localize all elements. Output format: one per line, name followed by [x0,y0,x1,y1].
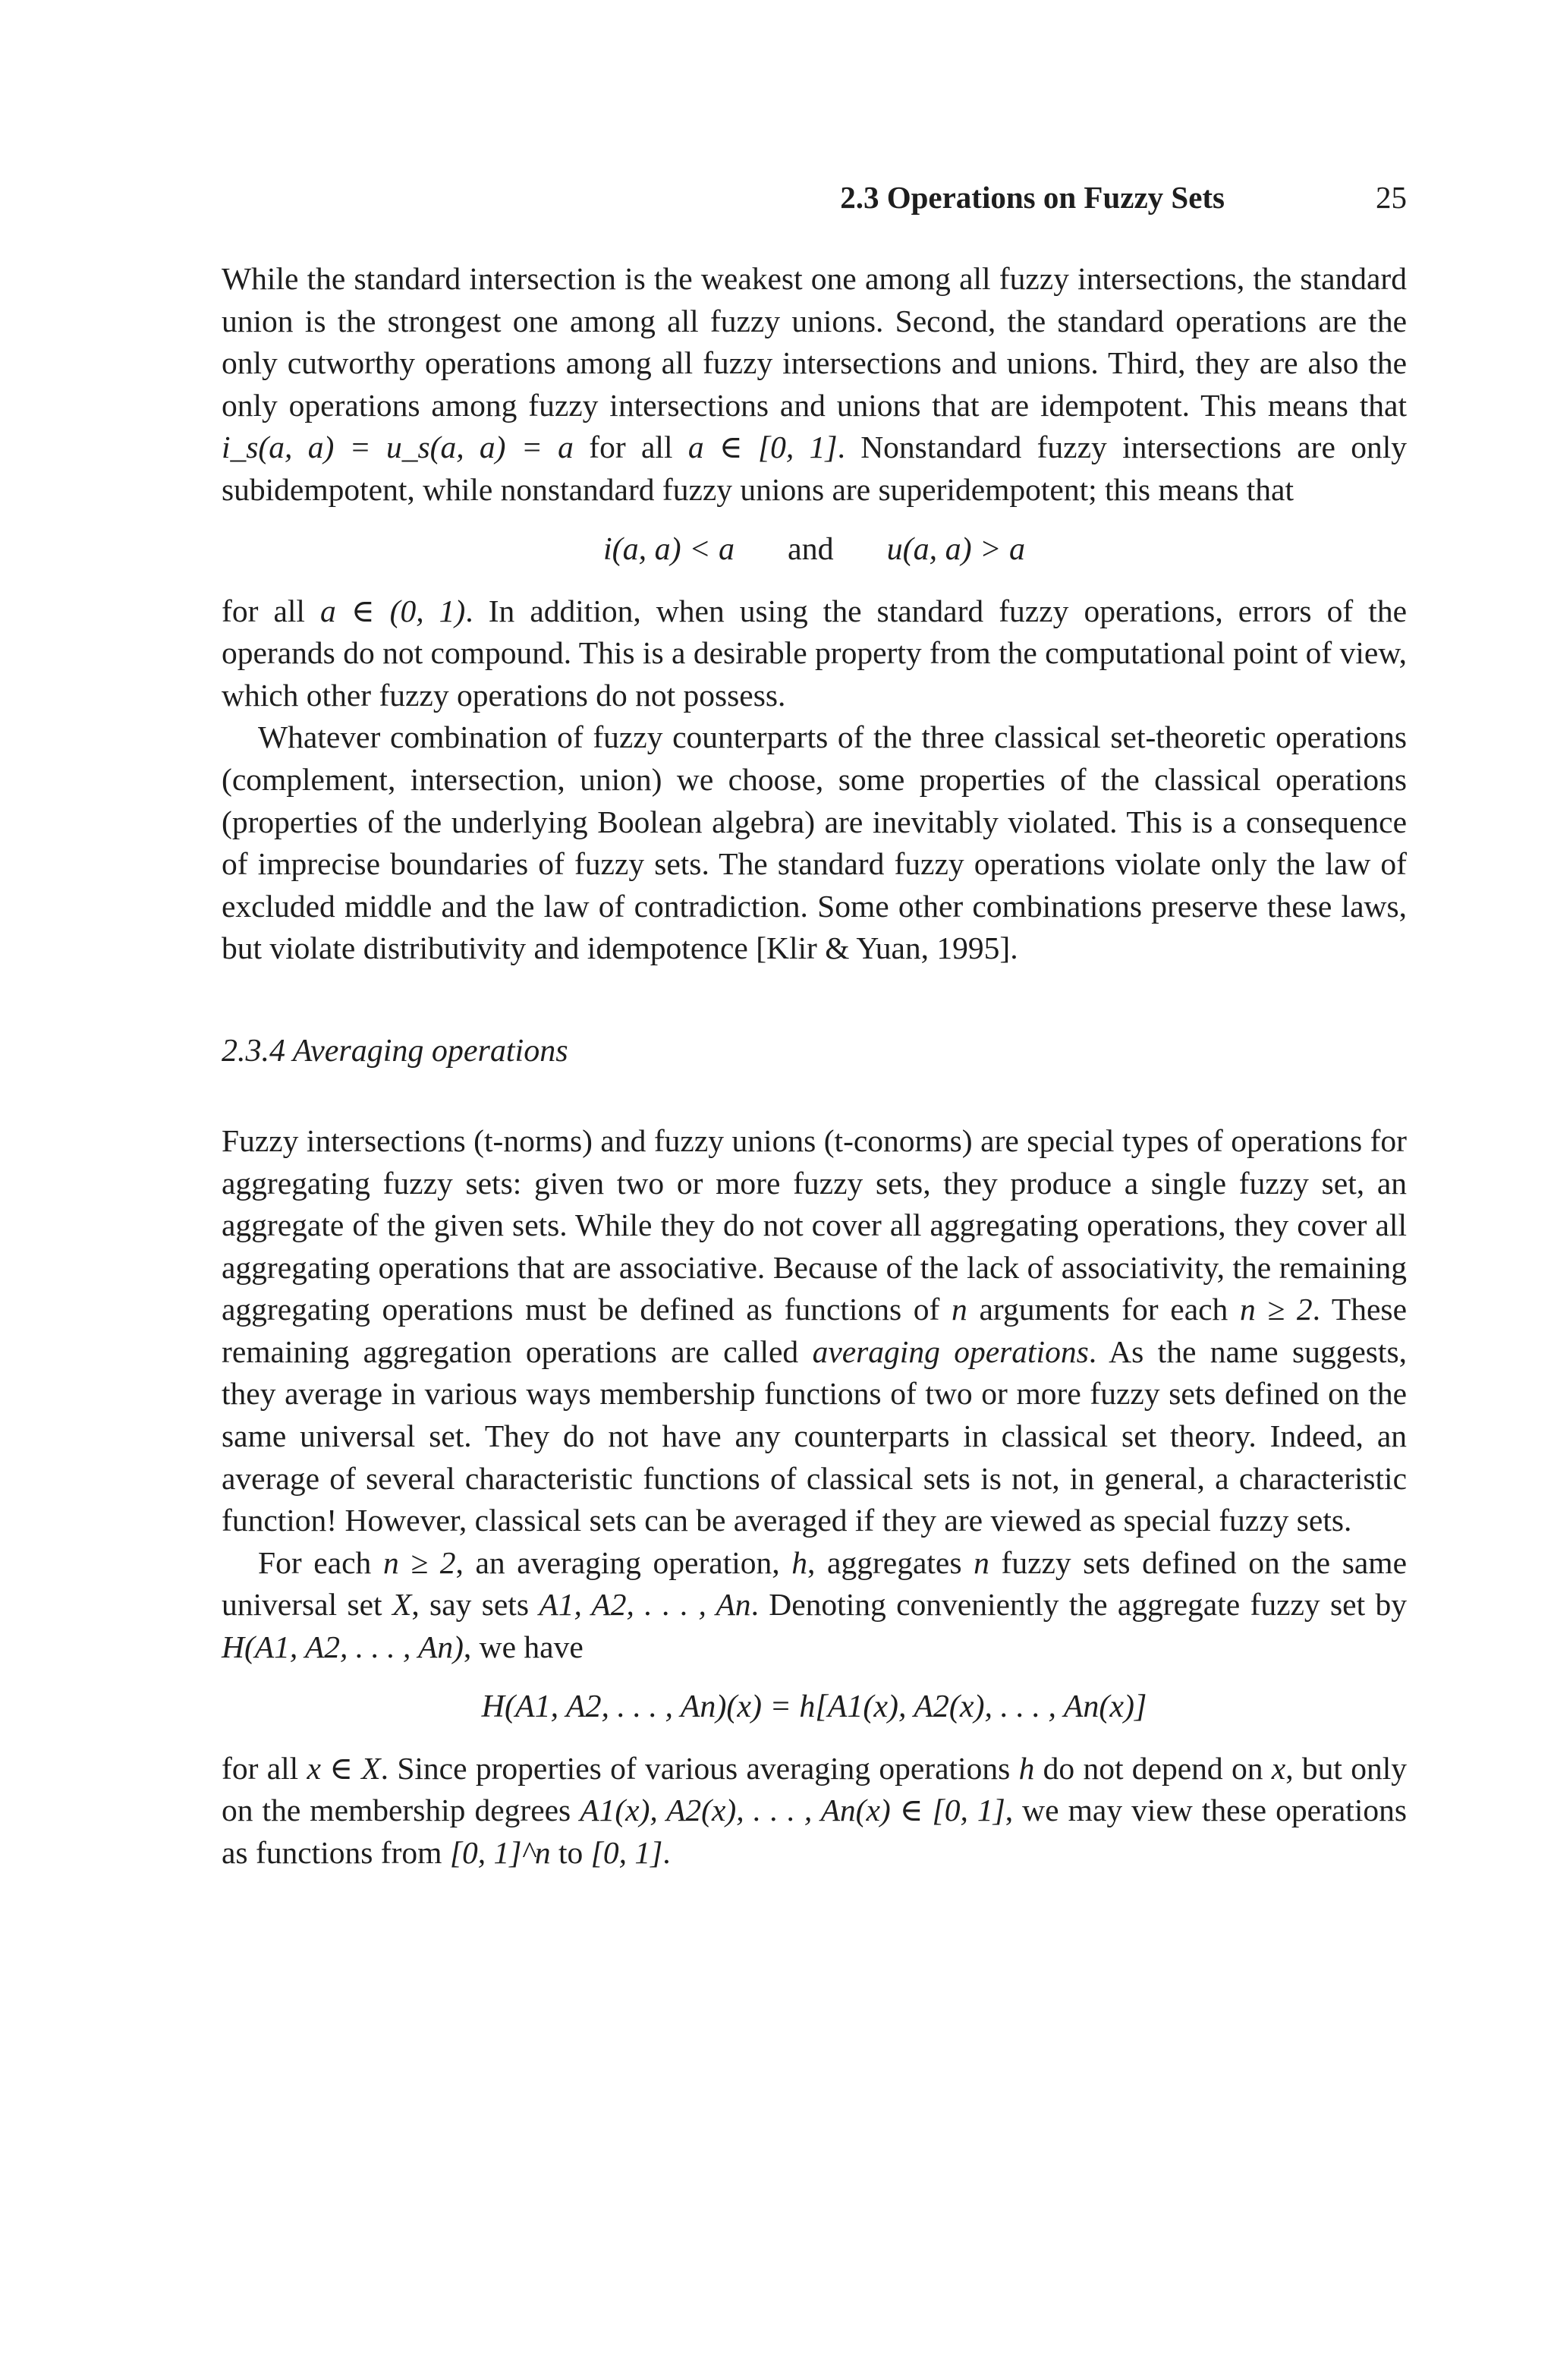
section-title: 2.3 Operations on Fuzzy Sets [840,180,1225,215]
running-header [222,179,1407,217]
emphasis-term: averaging operations [812,1333,1089,1369]
paragraph-3: Whatever combination of fuzzy counterparts of the three classical set-theoretic operations (complement, intersection, union) we choose, some properties of the classical operations (properties of the underlying Boolean algebra) are inevitably violated. This is a consequence of imprecise boundaries of fuzzy sets. The standard fuzzy operations violate only the law of excluded middle and the law of contradiction. Some other combinations preserve these laws, but violate distributivity and idempotence [Klir & Yuan, 1995]. [222,719,1407,966]
paragraph-5: For each n ≥ 2, an averaging operation, h, aggregates n fuzzy sets defined on the same universal set X, say sets A1, A2, . . . , An. Denoting conveniently the aggregate fuzzy set by H(A1, A2, . . . , An), we have [222,1544,1407,1665]
math-idempotence: i_s(a, a) = u_s(a, a) = a [222,430,574,465]
equation-subidempotence: i(a, a) < a and u(a, a) > a [603,531,1025,567]
paragraph-1: While the standard intersection is the weakest one among all fuzzy intersections, the standard union is the strongest one among all fuzzy unions. Second, the standard operations are the only cutworthy operations among all fuzzy intersections and unions. Third, they are also the only operations among fuzzy intersections and unions that are idempotent. This means that i_s(a, a) = u_s(a, a) = a for all a ∈ [0, 1]. Nonstandard fuzzy intersections are only subidempotent, while nonstandard fuzzy unions are superidempotent; this means that [222,261,1407,507]
equation-averaging: H(A1, A2, . . . , An)(x) = h[A1(x), A2(x), . . . , An(x)] [481,1689,1147,1724]
equation-connector: and [788,531,834,567]
page-number: 25 [1376,180,1407,215]
body-text [222,258,1407,1874]
subsection-heading: 2.3.4 Averaging operations [222,1033,568,1069]
math-unit-interval: a ∈ [0, 1] [687,430,838,465]
paragraph-6: for all x ∈ X. Since properties of various averaging operations h do not depend on x, but only on the membership degrees A1(x), A2(x), . . . , An(x) ∈ [0, 1], we may view these operations as functions from [0, 1]^n to [0, 1]. [222,1750,1408,1870]
paragraph-4: Fuzzy intersections (t-norms) and fuzzy unions (t-conorms) are special types of operations for aggregating fuzzy sets: given two or more fuzzy sets, they produce a single fuzzy set, an aggregate of the given sets. While they do not cover all aggregating operations, they cover all aggregating operations that are associative. Because of the lack of associativity, the remaining aggregating operations must be defined as functions of n arguments for each n ≥ 2. These remaining aggregation operations are called averaging operations. As the name suggests, they average in various ways membership functions of two or more fuzzy sets defined on the same universal set. They do not have any counterparts in classical set theory. Indeed, an average of several characteristic functions of classical sets is not, in general, a characteristic function! However, classical sets can be averaged if they are viewed as special fuzzy sets. [222,1122,1407,1538]
paragraph-2: for all a ∈ (0, 1). In addition, when using the standard fuzzy operations, errors of the operands do not compound. This is a desirable property from the computational point of view, which other fuzzy operations do not possess. [222,593,1407,713]
